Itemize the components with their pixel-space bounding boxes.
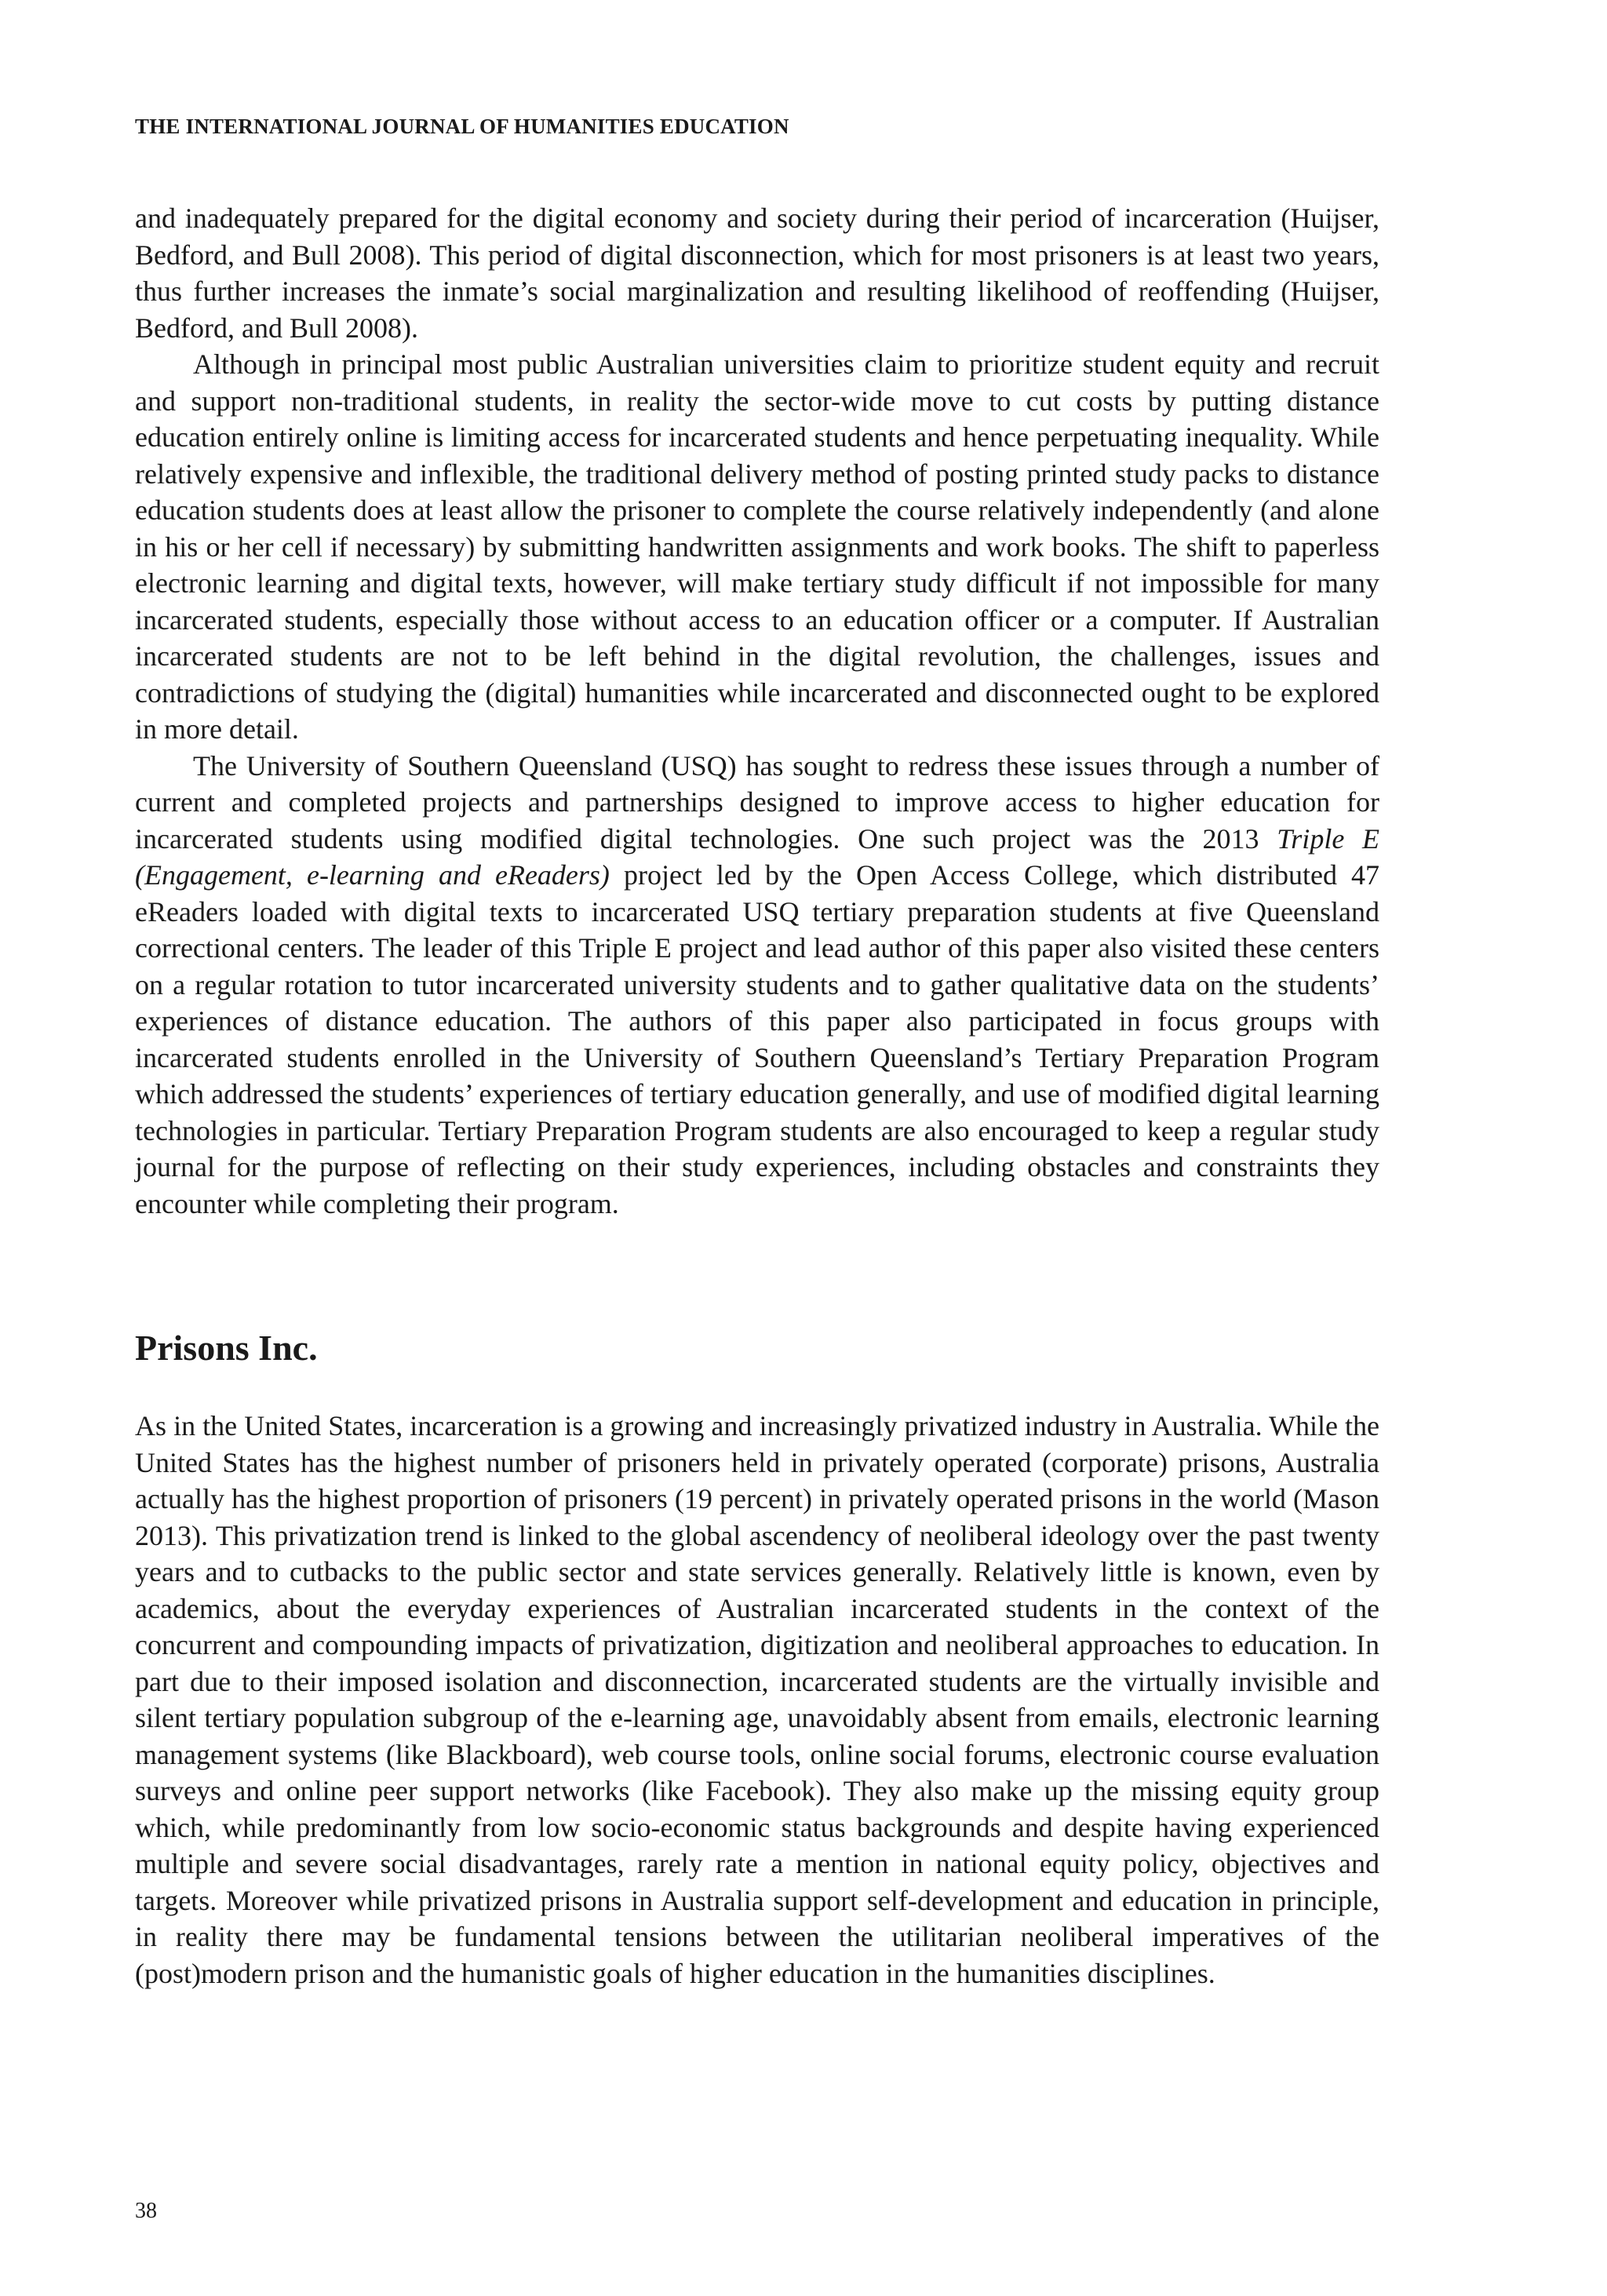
paragraph-usq-projects-text-end: project led by the Open Access College, which distributed 47 eReaders loaded with digital texts to incarcerated USQ tertiary preparation students at five Queensland correctional centers. The leader of this Triple E project and lead author of this paper also visited these centers on a regular rotation to tutor incarcerated university students and to gather qualitative data on the students’ experiences of distance education. The authors of this paper also participated in focus groups with incarcerated students enrolled in the University of Southern Queensland’s Tertiary Preparation Program which addressed the students’ experiences of tertiary education generally, and use of modified digital learning technologies in particular. Tertiary Preparation Program students are also encouraged to keep a regular study journal for the purpose of reflecting on their study experiences, including obstacles and constraints they encounter while completing their program. [135, 859, 1379, 1219]
section-heading: Prisons Inc. [135, 1328, 318, 1368]
project-title-italic: Triple E (Engagement, e-learning and eReaders) [135, 822, 1379, 891]
section-text-block [135, 1408, 1379, 1992]
page-number: 38 [135, 2199, 157, 2223]
paragraph-usq-projects-text-start: The University of Southern Queensland (USQ) has sought to redress these issues through a number of current and completed projects and partnerships designed to improve access to higher education for incarcerated students using modified digital technologies. One such project was the 2013 [135, 749, 1379, 855]
paragraph-equity: Although in principal most public Australian universities claim to prioritize student equity and recruit and support non-traditional students, in reality the sector-wide move to cut costs by putting distance education entirely online is limiting access for incarcerated students and hence perpetuating inequality. While relatively expensive and inflexible, the traditional delivery method of posting printed study packs to distance education students does at least allow the prisoner to complete the course relatively independently (and alone in his or her cell if necessary) by submitting handwritten assignments and work books. The shift to paperless electronic learning and digital texts, however, will make tertiary study difficult if not impossible for many incarcerated students, especially those without access to an education officer or a computer. If Australian incarcerated students are not to be left behind in the digital revolution, the challenges, issues and contradictions of studying the (digital) humanities while incarcerated and disconnected ought to be explored in more detail. [135, 348, 1379, 745]
paragraph-continuation: and inadequately prepared for the digital economy and society during their period of incarceration (Huijser, Bedford, and Bull 2008). This period of digital disconnection, which for most prisoners is at least two years, thus further increases the inmate’s social marginalization and resulting likelihood of reoffending (Huijser, Bedford, and Bull 2008). [135, 202, 1379, 344]
paragraph-usq-projects [135, 748, 1379, 1223]
body-text-block [135, 200, 1379, 1222]
running-header-journal-title: THE INTERNATIONAL JOURNAL OF HUMANITIES EDUCATION [135, 115, 789, 138]
paragraph-prisons-inc: As in the United States, incarceration is a growing and increasingly privatized industry in Australia. While the United States has the highest number of prisoners held in privately operated (corporate) prisons, Australia actually has the highest proportion of prisoners (19 percent) in privately operated prisons in the world (Mason 2013). This privatization trend is linked to the global ascendency of neoliberal ideology over the past twenty years and to cutbacks to the public sector and state services generally. Relatively little is known, even by academics, about the everyday experiences of Australian incarcerated students in the context of the concurrent and compounding impacts of privatization, digitization and neoliberal approaches to education. In part due to their imposed isolation and disconnection, incarcerated students are the virtually invisible and silent tertiary population subgroup of the e-learning age, unavoidably absent from emails, electronic learning management systems (like Blackboard), web course tools, online social forums, electronic course evaluation surveys and online peer support networks (like Facebook). They also make up the missing equity group which, while predominantly from low socio-economic status backgrounds and despite having experienced multiple and severe social disadvantages, rarely rate a mention in national equity policy, objectives and targets. Moreover while privatized prisons in Australia support self-development and education in principle, in reality there may be fundamental tensions between the utilitarian neoliberal imperatives of the (post)modern prison and the humanistic goals of higher education in the humanities disciplines. [135, 1410, 1379, 1989]
